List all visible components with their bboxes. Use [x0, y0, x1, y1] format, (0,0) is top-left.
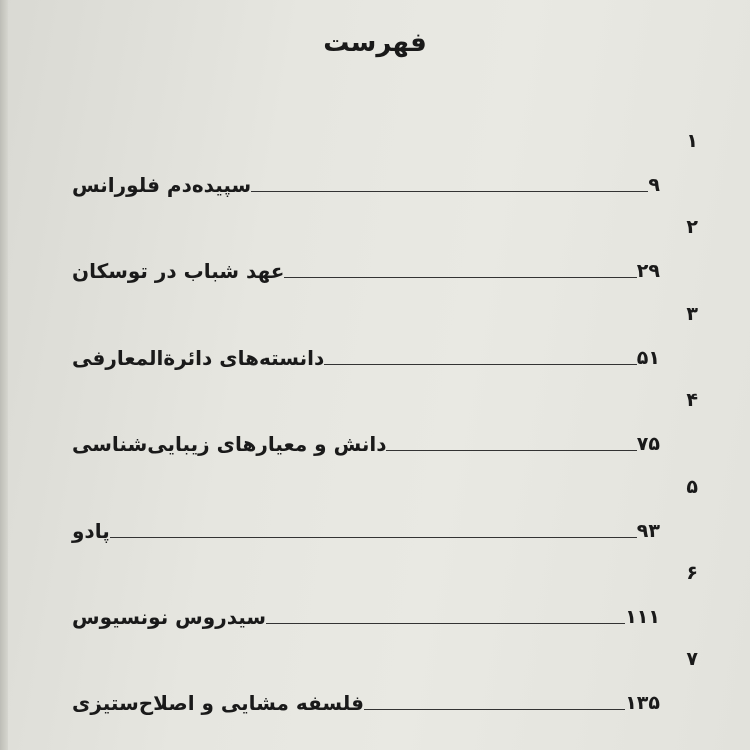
- toc-entry: [0, 562, 750, 642]
- toc-row: [64, 256, 668, 286]
- toc-entry: [0, 648, 750, 728]
- leader-line: [110, 537, 637, 538]
- chapter-title: سپیده‌دم فلورانس: [72, 173, 252, 197]
- chapter-number: ۱: [686, 130, 698, 152]
- toc-entry: [0, 130, 750, 210]
- leader-line: [266, 623, 625, 624]
- toc-row: [64, 516, 668, 546]
- chapter-title: دانش و معیارهای زیبایی‌شناسی: [72, 432, 387, 456]
- toc-entry: [0, 303, 750, 383]
- chapter-title: عهد شباب در توسکان: [72, 259, 285, 283]
- toc-row: [64, 429, 668, 459]
- toc-row: [64, 343, 668, 373]
- page-number: ۱۳۵: [625, 692, 660, 714]
- page-number: ۲۹: [636, 260, 660, 282]
- toc-row: [64, 602, 668, 632]
- page-number: ۹۳: [636, 520, 660, 542]
- page-title: فهرست: [323, 28, 427, 58]
- toc-row: [64, 170, 668, 200]
- leader-line: [251, 191, 648, 192]
- chapter-title: دانسته‌های دائرةالمعارفی: [72, 346, 325, 370]
- chapter-number: ۶: [686, 562, 698, 584]
- chapter-number: ۵: [686, 476, 698, 498]
- chapter-number: ۳: [686, 303, 698, 325]
- toc-row: [64, 688, 668, 718]
- toc-entry: [0, 389, 750, 469]
- chapter-number: ۴: [686, 389, 698, 411]
- page-number: ۵۱: [636, 347, 660, 369]
- page-number: ۷۵: [636, 433, 660, 455]
- leader-line: [324, 364, 637, 365]
- chapter-title: پادو: [72, 519, 110, 543]
- leader-line: [364, 709, 625, 710]
- leader-line: [284, 277, 636, 278]
- page-number: ۱۱۱: [625, 606, 660, 628]
- chapter-title: فلسفه مشایی و اصلاح‌ستیزی: [72, 691, 364, 715]
- chapter-number: ۲: [686, 216, 698, 238]
- page-number: ۹: [648, 174, 660, 196]
- chapter-title: سیدروس نونسیوس: [72, 605, 267, 629]
- toc-entry: [0, 216, 750, 296]
- leader-line: [386, 450, 636, 451]
- toc-entry: [0, 476, 750, 556]
- chapter-number: ۷: [686, 648, 698, 670]
